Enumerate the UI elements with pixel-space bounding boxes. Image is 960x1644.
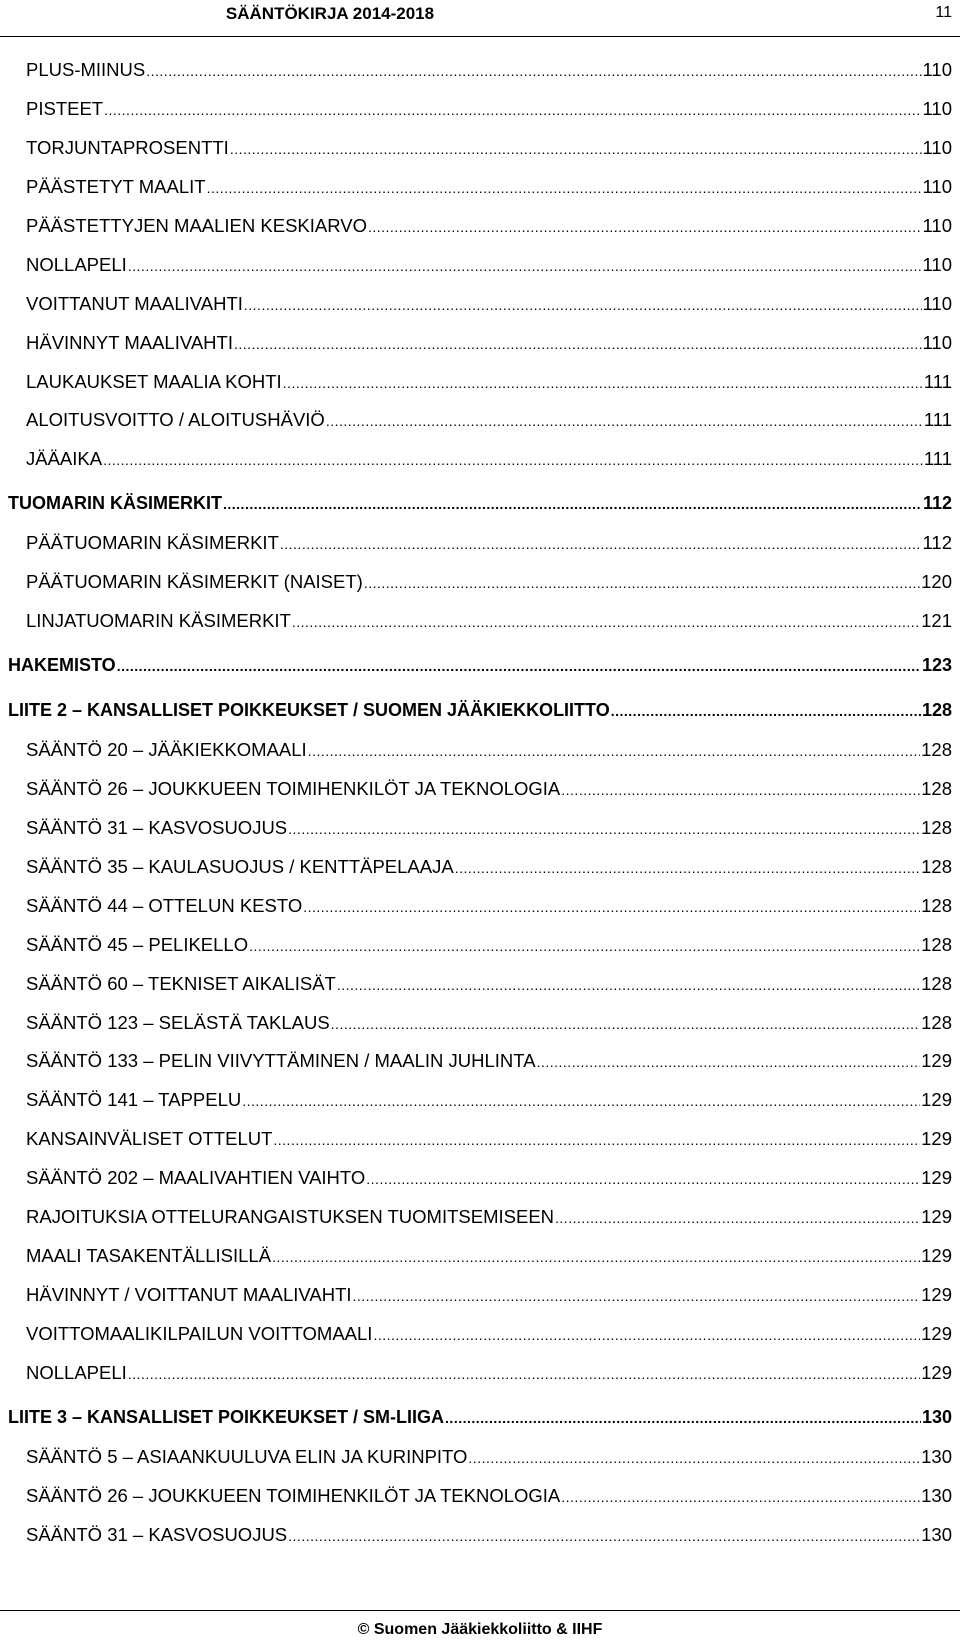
toc-entry[interactable]: [0, 1012, 960, 1051]
toc-entry-page: 129: [921, 1362, 960, 1384]
toc-entry[interactable]: [0, 293, 960, 332]
toc-entry-label: RAJOITUKSIA OTTELURANGAISTUKSEN TUOMITSEMISEEN: [26, 1206, 554, 1228]
toc-dot-leader: [244, 297, 922, 313]
toc-entry-label: NOLLAPELI: [26, 254, 127, 276]
toc-entry-label: LIITE 3 – KANSALLISET POIKKEUKSET / SM-LIIGA: [8, 1407, 444, 1428]
toc-entry[interactable]: [0, 934, 960, 973]
toc-dot-leader: [103, 452, 923, 468]
toc-entry[interactable]: [0, 448, 960, 487]
toc-entry-label: TORJUNTAPROSENTTI: [26, 137, 229, 159]
toc-dot-leader: [234, 336, 922, 352]
toc-entry-page: 110: [923, 332, 960, 354]
toc-entry-page: 130: [921, 1485, 960, 1507]
toc-entry-page: 129: [921, 1323, 960, 1345]
toc-entry-page: 129: [921, 1245, 960, 1267]
toc-entry-label: SÄÄNTÖ 31 – KASVOSUOJUS: [26, 817, 287, 839]
toc-entry[interactable]: [0, 739, 960, 778]
toc-entry[interactable]: [0, 571, 960, 610]
toc-entry-label: SÄÄNTÖ 133 – PELIN VIIVYTTÄMINEN / MAALIN JUHLINTA: [26, 1050, 536, 1072]
toc-entry-page: 110: [923, 137, 960, 159]
toc-entry-label: VOITTOMAALIKILPAILUN VOITTOMAALI: [26, 1323, 372, 1345]
toc-entry-label: SÄÄNTÖ 26 – JOUKKUEEN TOIMIHENKILÖT JA TEKNOLOGIA: [26, 1485, 560, 1507]
copyright-text: © Suomen Jääkiekkoliitto & IIHF: [0, 1621, 960, 1639]
toc-entry-label: HAKEMISTO: [8, 655, 116, 676]
toc-dot-leader: [128, 1366, 920, 1382]
page-header: [0, 0, 960, 37]
toc-dot-leader: [337, 977, 920, 993]
toc-dot-leader: [445, 1410, 921, 1426]
toc-dot-leader: [207, 180, 922, 196]
toc-dot-leader: [537, 1054, 921, 1070]
toc-entry-label: SÄÄNTÖ 26 – JOUKKUEEN TOIMIHENKILÖT JA TEKNOLOGIA: [26, 778, 560, 800]
toc-dot-leader: [249, 938, 920, 954]
toc-entry[interactable]: [0, 1446, 960, 1485]
toc-dot-leader: [364, 575, 920, 591]
toc-dot-leader: [283, 375, 923, 391]
toc-section-entry[interactable]: [0, 700, 960, 739]
toc-dot-leader: [223, 496, 922, 512]
toc-dot-leader: [272, 1249, 920, 1265]
toc-entry[interactable]: [0, 895, 960, 934]
toc-dot-leader: [366, 1171, 920, 1187]
toc-entry-label: LIITE 2 – KANSALLISET POIKKEUKSET / SUOMEN JÄÄKIEKKOLIITTO: [8, 700, 610, 721]
toc-entry-page: 120: [921, 571, 960, 593]
toc-entry-label: SÄÄNTÖ 44 – OTTELUN KESTO: [26, 895, 302, 917]
toc-entry[interactable]: [0, 137, 960, 176]
toc-entry-page: 128: [921, 934, 960, 956]
toc-entry-page: 129: [921, 1167, 960, 1189]
toc-entry-page: 128: [922, 700, 960, 721]
toc-entry[interactable]: [0, 1206, 960, 1245]
toc-entry-page: 130: [921, 1446, 960, 1468]
toc-entry-page: 128: [921, 1012, 960, 1034]
toc-dot-leader: [104, 102, 921, 118]
toc-dot-leader: [331, 1016, 920, 1032]
toc-entry-label: VOITTANUT MAALIVAHTI: [26, 293, 243, 315]
toc-entry-page: 110: [923, 59, 960, 81]
toc-entry-label: PÄÄTUOMARIN KÄSIMERKIT: [26, 532, 279, 554]
toc-entry[interactable]: [0, 1323, 960, 1362]
toc-entry-label: SÄÄNTÖ 31 – KASVOSUOJUS: [26, 1524, 287, 1546]
toc-entry-label: TUOMARIN KÄSIMERKIT: [8, 493, 222, 514]
toc-entry-label: KANSAINVÄLISET OTTELUT: [26, 1128, 272, 1150]
toc-entry-label: PÄÄTUOMARIN KÄSIMERKIT (NAISET): [26, 571, 363, 593]
toc-entry-page: 129: [921, 1050, 960, 1072]
toc-entry-label: HÄVINNYT MAALIVAHTI: [26, 332, 233, 354]
toc-section-entry[interactable]: [0, 655, 960, 694]
toc-entry[interactable]: [0, 59, 960, 98]
toc-entry[interactable]: [0, 215, 960, 254]
toc-dot-leader: [303, 899, 920, 915]
toc-entry-page: 128: [921, 856, 960, 878]
page-footer: [0, 1610, 960, 1644]
toc-entry-page: 128: [921, 817, 960, 839]
toc-dot-leader: [611, 703, 921, 719]
toc-entry[interactable]: [0, 1050, 960, 1089]
toc-entry-page: 129: [921, 1089, 960, 1111]
toc-entry-page: 129: [921, 1128, 960, 1150]
toc-entry-page: 121: [921, 610, 960, 632]
toc-dot-leader: [117, 658, 921, 674]
page-number: 11: [935, 4, 952, 22]
toc-section-entry[interactable]: [0, 1407, 960, 1446]
toc-dot-leader: [561, 782, 920, 798]
toc-dot-leader: [468, 1450, 920, 1466]
toc-entry[interactable]: [0, 1167, 960, 1206]
table-of-contents: [0, 59, 960, 1563]
toc-dot-leader: [373, 1327, 920, 1343]
toc-entry-label: HÄVINNYT / VOITTANUT MAALIVAHTI: [26, 1284, 352, 1306]
toc-entry[interactable]: [0, 817, 960, 856]
toc-entry-label: SÄÄNTÖ 5 – ASIAANKUULUVA ELIN JA KURINPITO: [26, 1446, 467, 1468]
toc-entry-label: NOLLAPELI: [26, 1362, 127, 1384]
toc-entry-page: 110: [923, 293, 960, 315]
toc-entry[interactable]: [0, 1245, 960, 1284]
toc-entry-page: 110: [923, 98, 960, 120]
toc-entry[interactable]: [0, 1524, 960, 1563]
toc-entry[interactable]: [0, 973, 960, 1012]
toc-entry-label: ALOITUSVOITTO / ALOITUSHÄVIÖ: [26, 409, 325, 431]
toc-entry-label: SÄÄNTÖ 60 – TEKNISET AIKALISÄT: [26, 973, 336, 995]
toc-entry[interactable]: [0, 610, 960, 649]
toc-entry[interactable]: [0, 532, 960, 571]
toc-entry-page: 123: [922, 655, 960, 676]
toc-entry[interactable]: [0, 1128, 960, 1167]
toc-entry[interactable]: [0, 371, 960, 410]
toc-dot-leader: [280, 536, 922, 552]
toc-entry-label: SÄÄNTÖ 45 – PELIKELLO: [26, 934, 248, 956]
toc-entry[interactable]: [0, 1362, 960, 1401]
toc-entry-page: 112: [923, 493, 960, 514]
toc-entry-label: SÄÄNTÖ 202 – MAALIVAHTIEN VAIHTO: [26, 1167, 365, 1189]
toc-entry[interactable]: [0, 254, 960, 293]
toc-entry[interactable]: [0, 176, 960, 215]
toc-entry-label: LINJATUOMARIN KÄSIMERKIT: [26, 610, 291, 632]
toc-dot-leader: [353, 1288, 921, 1304]
toc-entry-page: 128: [921, 778, 960, 800]
toc-dot-leader: [288, 821, 920, 837]
toc-section-entry[interactable]: [0, 493, 960, 532]
toc-entry-page: 110: [923, 254, 960, 276]
toc-dot-leader: [292, 614, 920, 630]
toc-dot-leader: [273, 1132, 920, 1148]
toc-entry[interactable]: [0, 856, 960, 895]
toc-entry[interactable]: [0, 1485, 960, 1524]
toc-entry[interactable]: [0, 409, 960, 448]
toc-entry-page: 112: [923, 532, 960, 554]
toc-entry-page: 128: [921, 973, 960, 995]
toc-entry-page: 111: [924, 448, 960, 470]
toc-dot-leader: [308, 743, 920, 759]
toc-entry-page: 111: [924, 409, 960, 431]
document-title: SÄÄNTÖKIRJA 2014-2018: [0, 4, 660, 24]
toc-entry[interactable]: [0, 98, 960, 137]
toc-entry-page: 129: [921, 1206, 960, 1228]
toc-entry-label: SÄÄNTÖ 20 – JÄÄKIEKKOMAALI: [26, 739, 307, 761]
toc-entry-page: 111: [924, 371, 960, 393]
toc-entry-label: JÄÄAIKA: [26, 448, 102, 470]
toc-entry-label: SÄÄNTÖ 35 – KAULASUOJUS / KENTTÄPELAAJA: [26, 856, 454, 878]
toc-entry-page: 110: [923, 215, 960, 237]
toc-entry-label: PÄÄSTETTYJEN MAALIEN KESKIARVO: [26, 215, 367, 237]
toc-entry-page: 130: [922, 1407, 960, 1428]
toc-entry-label: SÄÄNTÖ 141 – TAPPELU: [26, 1089, 241, 1111]
toc-entry-label: PÄÄSTETYT MAALIT: [26, 176, 206, 198]
toc-entry-page: 128: [921, 739, 960, 761]
toc-entry-page: 130: [921, 1524, 960, 1546]
toc-entry-label: MAALI TASAKENTÄLLISILLÄ: [26, 1245, 271, 1267]
toc-entry-page: 110: [923, 176, 960, 198]
toc-dot-leader: [326, 413, 923, 429]
toc-dot-leader: [455, 860, 920, 876]
toc-entry-label: PISTEET: [26, 98, 103, 120]
toc-entry[interactable]: [0, 1284, 960, 1323]
toc-dot-leader: [368, 219, 922, 235]
toc-entry-label: LAUKAUKSET MAALIA KOHTI: [26, 371, 282, 393]
toc-dot-leader: [555, 1210, 920, 1226]
toc-dot-leader: [146, 63, 921, 79]
toc-dot-leader: [230, 141, 922, 157]
toc-entry-label: PLUS-MIINUS: [26, 59, 145, 81]
toc-dot-leader: [242, 1093, 920, 1109]
toc-entry[interactable]: [0, 332, 960, 371]
toc-dot-leader: [128, 258, 922, 274]
toc-entry-label: SÄÄNTÖ 123 – SELÄSTÄ TAKLAUS: [26, 1012, 330, 1034]
toc-entry[interactable]: [0, 778, 960, 817]
toc-entry[interactable]: [0, 1089, 960, 1128]
toc-dot-leader: [288, 1528, 920, 1544]
toc-entry-page: 128: [921, 895, 960, 917]
toc-entry-page: 129: [921, 1284, 960, 1306]
toc-dot-leader: [561, 1489, 920, 1505]
